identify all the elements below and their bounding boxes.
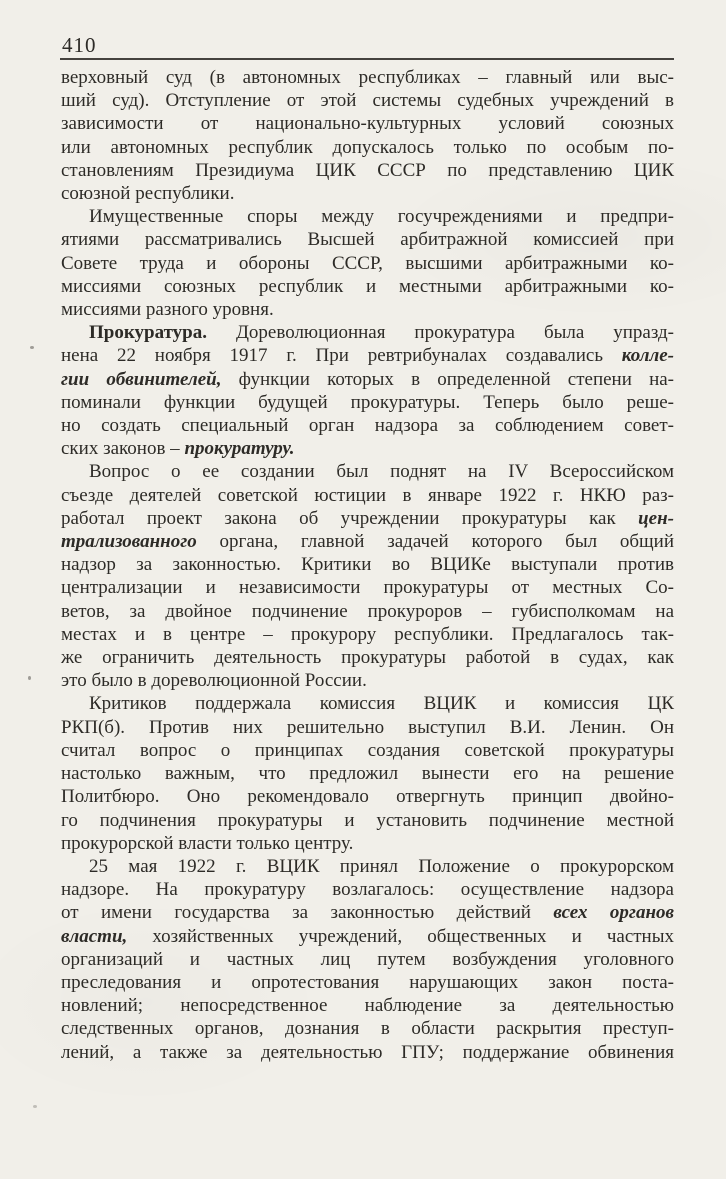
body-text: союзной республики. [61,183,235,205]
text-line [61,460,674,483]
paragraph [61,205,674,321]
body-text: функции которых в определенной степени на- [238,368,674,390]
body-text: Имущественные споры между госучреждениями и предпри- [89,206,674,228]
page-number: 410 [62,33,97,57]
body-text: становлениям Президиума ЦИК СССР по представлению ЦИК [61,159,674,181]
text-line [61,646,674,669]
text-line [61,623,674,646]
paragraph [61,692,674,854]
text-line [61,553,674,576]
body-text: ских законов – [61,438,185,460]
body-text: прокурорской власти только центру. [61,832,354,854]
body-text: новлений; непосредственное наблюдение за деятельностью [61,995,674,1017]
text-line [61,809,674,832]
text-line [61,1041,674,1064]
text-line [61,925,674,948]
body-text: лений, а также за деятельностью ГПУ; поддержание обвинения [61,1041,674,1063]
body-text: ший суд). Отступление от этой системы судебных учреждений в [61,90,674,112]
body-text: зависимости от национально-культурных условий союзных [61,113,674,135]
bold-italic-text: гии обвинителей, [61,368,239,390]
text-line [61,785,674,808]
bold-italic-text: трализованного [61,531,220,553]
body-text: местах и в центре – прокурору республики. Предлагалось так- [61,623,674,645]
body-text: верховный суд (в автономных республиках – главный или выс- [61,67,674,88]
text-line [61,182,674,205]
scan-speck [28,676,31,680]
text-line [61,136,674,159]
text-line [61,855,674,878]
body-text: съезде деятелей советской юстиции в январе 1922 г. НКЮ раз- [61,484,674,506]
text-line [61,948,674,971]
scan-speck [33,1105,37,1108]
text-line [61,484,674,507]
page-body [61,66,674,1064]
text-line [61,971,674,994]
body-text: преследования и опротестования нарушающих закон поста- [61,971,674,993]
text-line [61,298,674,321]
text-line [61,228,674,251]
paragraph [61,460,674,692]
body-text: от имени государства за законностью действий [61,902,554,924]
text-line [61,275,674,298]
text-line [61,530,674,553]
text-line [61,252,674,275]
bold-italic-text: цен- [638,507,674,529]
text-line [61,994,674,1017]
body-text: нена 22 ноября 1917 г. При ревтрибуналах создавались [61,345,622,367]
text-line [61,89,674,112]
text-line [61,832,674,855]
body-text: надзоре. На прокуратуру возлагалось: осуществление надзора [61,879,674,901]
text-line [61,507,674,530]
text-line [61,391,674,414]
body-text: Дореволюционная прокуратура была упразд- [235,322,675,344]
text-line [61,692,674,715]
body-text: же ограничить деятельность прокуратуры работой в судах, как [61,647,674,669]
text-line [61,739,674,762]
bold-italic-text: прокуратуру. [184,438,295,460]
body-text: но создать специальный орган надзора за соблюдением совет- [61,415,674,437]
text-line [61,344,674,367]
body-text: поминали функции будущей прокуратуры. Теперь было реше- [61,391,674,413]
body-text: это было в дореволюционной России. [61,670,367,692]
body-text: Совете труда и обороны СССР, высшими арбитражными ко- [61,252,674,274]
text-line [61,205,674,228]
text-line [61,576,674,599]
text-line [61,901,674,924]
bold-italic-text: всех органов [553,902,674,924]
text-line [61,66,674,89]
body-text: надзор за законностью. Критики во ВЦИКе выступали против [61,554,674,576]
scan-speck [30,346,34,349]
text-line [61,321,674,344]
bold-italic-text: колле- [621,345,674,367]
body-text: или автономных республик допускалось только по особым по- [61,136,674,158]
bold-italic-text: власти, [61,925,153,947]
body-text: считал вопрос о принципах создания советской прокуратуры [61,739,674,761]
paragraph [61,66,674,205]
body-text: органа, главной задачей которого был общий [219,531,674,553]
body-text: настолько важным, что предложил вынести его на решение [61,763,674,785]
body-text: Политбюро. Оно рекомендовало отвергнуть принцип двойно- [61,786,674,808]
text-line [61,1017,674,1040]
body-text: работал проект закона об учреждении прокуратуры как [61,507,639,529]
body-text: миссиями союзных республик и местными арбитражными ко- [61,275,674,297]
text-line [61,414,674,437]
body-text: централизации и независимости прокуратуры от местных Со- [61,577,674,599]
body-text: го подчинения прокуратуры и установить подчинение местной [61,809,674,831]
body-text: организаций и частных лиц путем возбуждения уголовного [61,948,674,970]
text-line [61,762,674,785]
text-line [61,669,674,692]
text-line [61,716,674,739]
body-text: ятиями рассматривались Высшей арбитражной комиссией при [61,229,674,251]
body-text: ветов, за двойное подчинение прокуроров – губисполкомам на [61,600,674,622]
text-line [61,878,674,901]
body-text: Критиков поддержала комиссия ВЦИК и комиссия ЦК [89,693,674,715]
body-text: миссиями разного уровня. [61,299,274,321]
bold-text: Прокуратура. [89,322,236,344]
body-text: хозяйственных учреждений, общественных и частных [152,925,674,947]
body-text: Вопрос о ее создании был поднят на IV Всероссийском [89,461,674,483]
body-text: РКП(б). Против них решительно выступил В.И. Ленин. Он [61,716,674,738]
text-line [61,437,674,460]
paragraph [61,321,674,460]
text-line [61,159,674,182]
text-line [61,112,674,135]
body-text: следственных органов, дознания в области раскрытия преступ- [61,1018,674,1040]
text-line [61,368,674,391]
body-text: 25 мая 1922 г. ВЦИК принял Положение о прокурорском [89,855,674,877]
header-rule [60,58,674,60]
text-line [61,600,674,623]
paragraph [61,855,674,1064]
